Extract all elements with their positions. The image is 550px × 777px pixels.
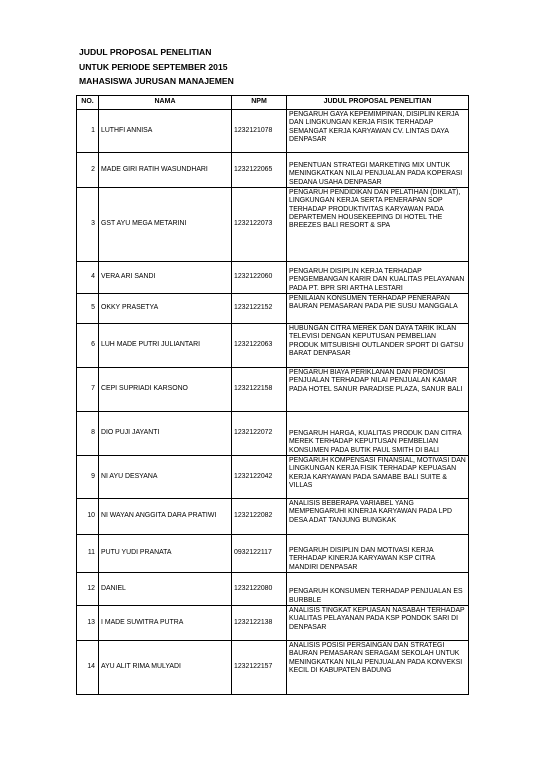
header-nama: NAMA: [99, 96, 232, 110]
cell-npm: 1232121078: [232, 110, 287, 153]
cell-judul: PENGARUH HARGA, KUALITAS PRODUK DAN CITRA MEREK TERHADAP KEPUTUSAN PEMBELIAN KONSUMEN PADA BUTIK PAUL SMITH DI BALI: [287, 412, 469, 456]
cell-nama: NI WAYAN ANGGITA DARA PRATIWI: [99, 499, 232, 535]
cell-nama: CEPI SUPRIADI KARSONO: [99, 368, 232, 412]
cell-npm: 1232122080: [232, 573, 287, 606]
cell-judul: PENILAIAN KONSUMEN TERHADAP PENERAPAN BAURAN PEMASARAN PADA PIE SUSU MANGGALA: [287, 294, 469, 324]
title-line-3: MAHASISWA JURUSAN MANAJEMEN: [79, 76, 234, 86]
proposal-table: [76, 95, 469, 695]
cell-judul: ANALISIS BEBERAPA VARIABEL YANG MEMPENGARUHI KINERJA KARYAWAN PADA LPD DESA ADAT TANJUNG BUNGKAK: [287, 499, 469, 535]
table-row: [77, 294, 469, 324]
table-header-row: [77, 96, 469, 110]
cell-no: 9: [77, 456, 99, 499]
cell-nama: NI AYU DESYANA: [99, 456, 232, 499]
table-row: [77, 456, 469, 499]
cell-judul: PENGARUH DISIPLIN KERJA TERHADAP PENGEMBANGAN KARIR DAN KUALITAS PELAYANAN PADA PT. BPR SRI ARTHA LESTARI: [287, 262, 469, 294]
table-row: [77, 368, 469, 412]
cell-npm: 1232122157: [232, 641, 287, 695]
table-row: [77, 324, 469, 368]
cell-npm: 1232122042: [232, 456, 287, 499]
table-row: [77, 606, 469, 641]
cell-nama: LUTHFI ANNISA: [99, 110, 232, 153]
cell-nama: OKKY PRASETYA: [99, 294, 232, 324]
table-row: [77, 412, 469, 456]
cell-no: 6: [77, 324, 99, 368]
table-row: [77, 641, 469, 695]
cell-no: 11: [77, 535, 99, 573]
cell-no: 4: [77, 262, 99, 294]
cell-nama: DANIEL: [99, 573, 232, 606]
cell-npm: 1232122072: [232, 412, 287, 456]
cell-nama: LUH MADE PUTRI JULIANTARI: [99, 324, 232, 368]
cell-judul: PENGARUH DISIPLIN DAN MOTIVASI KERJA TERHADAP KINERJA KARYAWAN KSP CITRA MANDIRI DENPASAR: [287, 535, 469, 573]
cell-npm: 1232122063: [232, 324, 287, 368]
cell-nama: MADE GIRI RATIH WASUNDHARI: [99, 153, 232, 188]
header-npm: NPM: [232, 96, 287, 110]
cell-judul: PENGARUH KOMPENSASI FINANSIAL, MOTIVASI DAN LINGKUNGAN KERJA FISIK TERHADAP KEPUASAN KERJA KARYAWAN PADA SAMABE BALI SUITE & VILLAS: [287, 456, 469, 499]
cell-no: 7: [77, 368, 99, 412]
table-row: [77, 499, 469, 535]
table-row: [77, 262, 469, 294]
cell-nama: DIO PUJI JAYANTI: [99, 412, 232, 456]
cell-judul: PENGARUH KONSUMEN TERHADAP PENJUALAN ES BURBBLE: [287, 573, 469, 606]
table-row: [77, 535, 469, 573]
cell-judul: PENGARUH BIAYA PERIKLANAN DAN PROMOSI PENJUALAN TERHADAP NILAI PENJUALAN KAMAR PADA HOTEL SANUR PARADISE PLAZA, SANUR BALI: [287, 368, 469, 412]
cell-judul: PENGARUH GAYA KEPEMIMPINAN, DISIPLIN KERJA DAN LINGKUNGAN KERJA FISIK TERHADAP SEMANGAT KERJA KARYAWAN CV. LINTAS DAYA DENPASAR: [287, 110, 469, 153]
title-line-1: JUDUL PROPOSAL PENELITIAN: [79, 47, 212, 57]
title-line-2: UNTUK PERIODE SEPTEMBER 2015: [79, 61, 228, 72]
table-row: [77, 573, 469, 606]
cell-no: 13: [77, 606, 99, 641]
cell-npm: 1232122082: [232, 499, 287, 535]
cell-npm: 1232122152: [232, 294, 287, 324]
document-titles: [79, 45, 234, 89]
cell-npm: 1232122138: [232, 606, 287, 641]
cell-no: 2: [77, 153, 99, 188]
cell-no: 3: [77, 188, 99, 262]
header-judul: JUDUL PROPOSAL PENELITIAN: [287, 96, 469, 110]
cell-judul: ANALISIS POSISI PERSAINGAN DAN STRATEGI BAURAN PEMASARAN SERAGAM SEKOLAH UNTUK MENINGKATKAN NILAI PENJUALAN PADA KONVEKSI KECIL DI KABUPATEN BADUNG: [287, 641, 469, 695]
cell-npm: 0932122117: [232, 535, 287, 573]
cell-npm: 1232122065: [232, 153, 287, 188]
cell-judul: ANALISIS TINGKAT KEPUASAN NASABAH TERHADAP KUALITAS PELAYANAN PADA KSP PONDOK SARI DI DENPASAR: [287, 606, 469, 641]
cell-npm: 1232122158: [232, 368, 287, 412]
table-row: [77, 188, 469, 262]
cell-no: 5: [77, 294, 99, 324]
cell-no: 10: [77, 499, 99, 535]
cell-nama: PUTU YUDI PRANATA: [99, 535, 232, 573]
cell-judul: PENENTUAN STRATEGI MARKETING MIX UNTUK MENINGKATKAN NILAI PENJUALAN PADA KOPERASI SEDANA USAHA DENPASAR: [287, 153, 469, 188]
cell-no: 1: [77, 110, 99, 153]
header-no: NO.: [77, 96, 99, 110]
cell-no: 12: [77, 573, 99, 606]
cell-npm: 1232122060: [232, 262, 287, 294]
cell-nama: VERA ARI SANDI: [99, 262, 232, 294]
cell-judul: HUBUNGAN CITRA MEREK DAN DAYA TARIK IKLAN TELEVISI DENGAN KEPUTUSAN PEMBELIAN PRODUK MITSUBISHI OUTLANDER SPORT DI GATSU BARAT DENPASAR: [287, 324, 469, 368]
cell-nama: GST AYU MEGA METARINI: [99, 188, 232, 262]
cell-nama: AYU ALIT RIMA MULYADI: [99, 641, 232, 695]
cell-nama: I MADE SUWITRA PUTRA: [99, 606, 232, 641]
table-row: [77, 110, 469, 153]
cell-no: 8: [77, 412, 99, 456]
cell-judul: PENGARUH PENDIDIKAN DAN PELATIHAN (DIKLAT), LINGKUNGAN KERJA SERTA PENERAPAN SOP TERHADAP PRODUKTIVITAS KARYAWAN PADA DEPARTEMEN HOUSEKEEPING DI HOTEL THE BREEZES BALI RESORT & SPA: [287, 188, 469, 262]
cell-npm: 1232122073: [232, 188, 287, 262]
table-row: [77, 153, 469, 188]
cell-no: 14: [77, 641, 99, 695]
